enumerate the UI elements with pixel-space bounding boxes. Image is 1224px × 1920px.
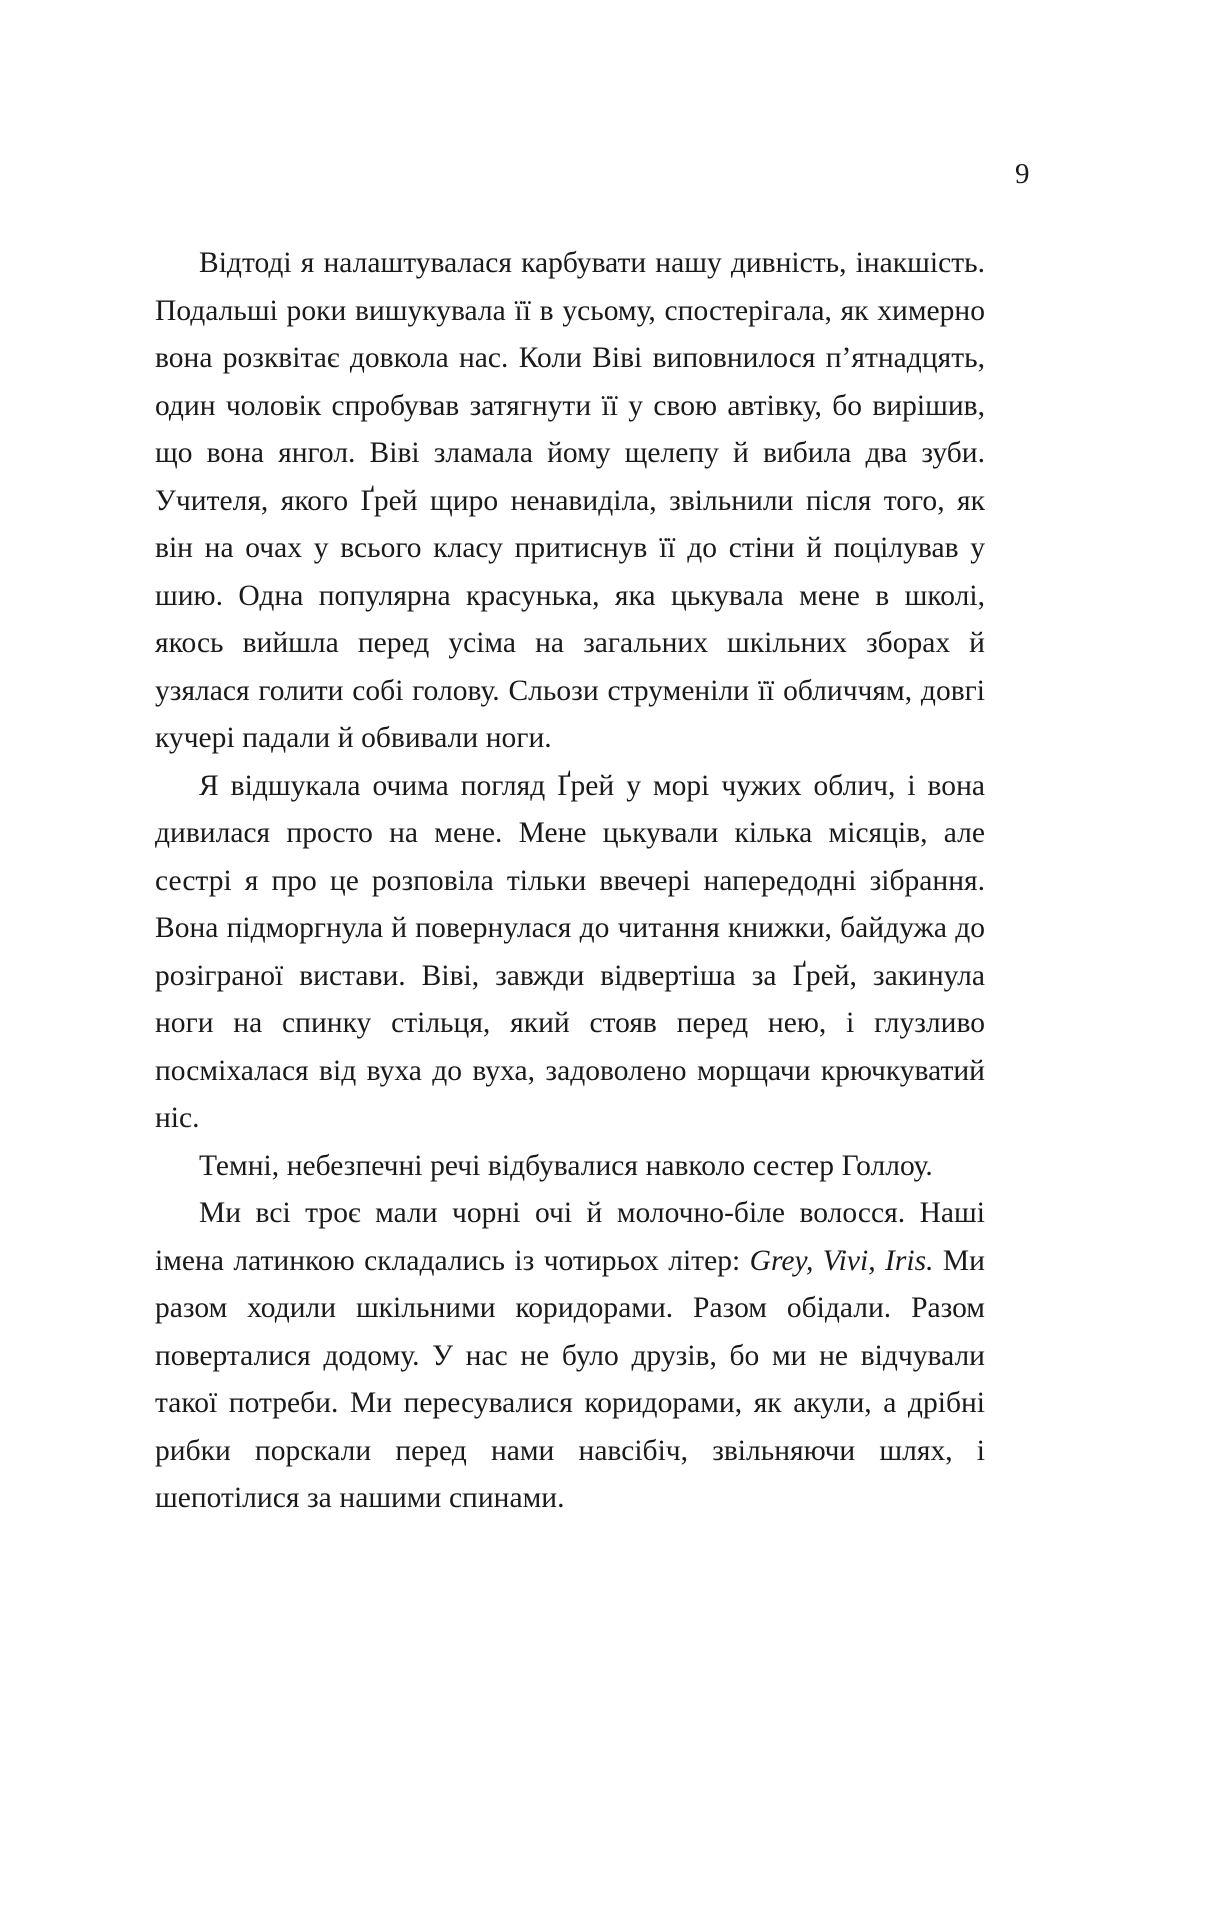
paragraph-4-tail: Ми разом ходили шкільними коридорами. Разом обідали. Разом поверталися додому. У нас не було друзів, бо ми не відчували такої потреби. Ми пересувалися коридорами, як акули, а дрібні рибки порскали перед нами навсібіч, звільняючи шлях, і шепотілися за нашими спинами. bbox=[155, 1244, 985, 1514]
paragraph-4-lead: Ми всі троє мали чорні очі й молочно-біле волосся. Наші імена латинкою складались із чотирьох літер: bbox=[155, 1197, 985, 1277]
sister-names-emphasis: Grey, Vivi, Iris. bbox=[749, 1244, 934, 1277]
paragraph-1: Відтоді я налаштувалася карбувати нашу дивність, інакшість. Подальші роки вишукувала її в усьому, спостерігала, як химерно вона розквітає довкола нас. Коли Віві виповнилося п’ятнадцять, один чоловік спробував затягнути її у свою автівку, бо вирішив, що вона янгол. Віві зламала йому щелепу й вибила два зуби. Учителя, якого Ґрей щиро ненавиділа, звільнили після того, як він на очах у всього класу притиснув її до стіни й поцілував у шию. Одна популярна красунька, яка цькувала мене в школі, якось вийшла перед усіма на загальних шкільних зборах й узялася голити собі голову. Сльози струменіли її обличчям, довгі кучері падали й обвивали ноги. bbox=[155, 247, 985, 754]
page-number: 9 bbox=[1015, 158, 1030, 190]
paragraph-3: Темні, небезпечні речі відбувалися навколо сестер Голлоу. bbox=[199, 1149, 933, 1182]
body-text-block bbox=[155, 240, 985, 1523]
paragraph-2: Я відшукала очима погляд Ґрей у морі чужих облич, і вона дивилася просто на мене. Мене цькували кілька місяців, але сестрі я про це розповіла тільки ввечері напередодні зібрання. Вона підморгнула й повернулася до читання книжки, байдужа до розіграної вистави. Віві, завжди відвертіша за Ґрей, закинула ноги на спинку стільця, який стояв перед нею, і глузливо посміхалася від вуха до вуха, задоволено морщачи крючкуватий ніс. bbox=[155, 769, 985, 1134]
paragraph-4 bbox=[155, 1190, 985, 1523]
